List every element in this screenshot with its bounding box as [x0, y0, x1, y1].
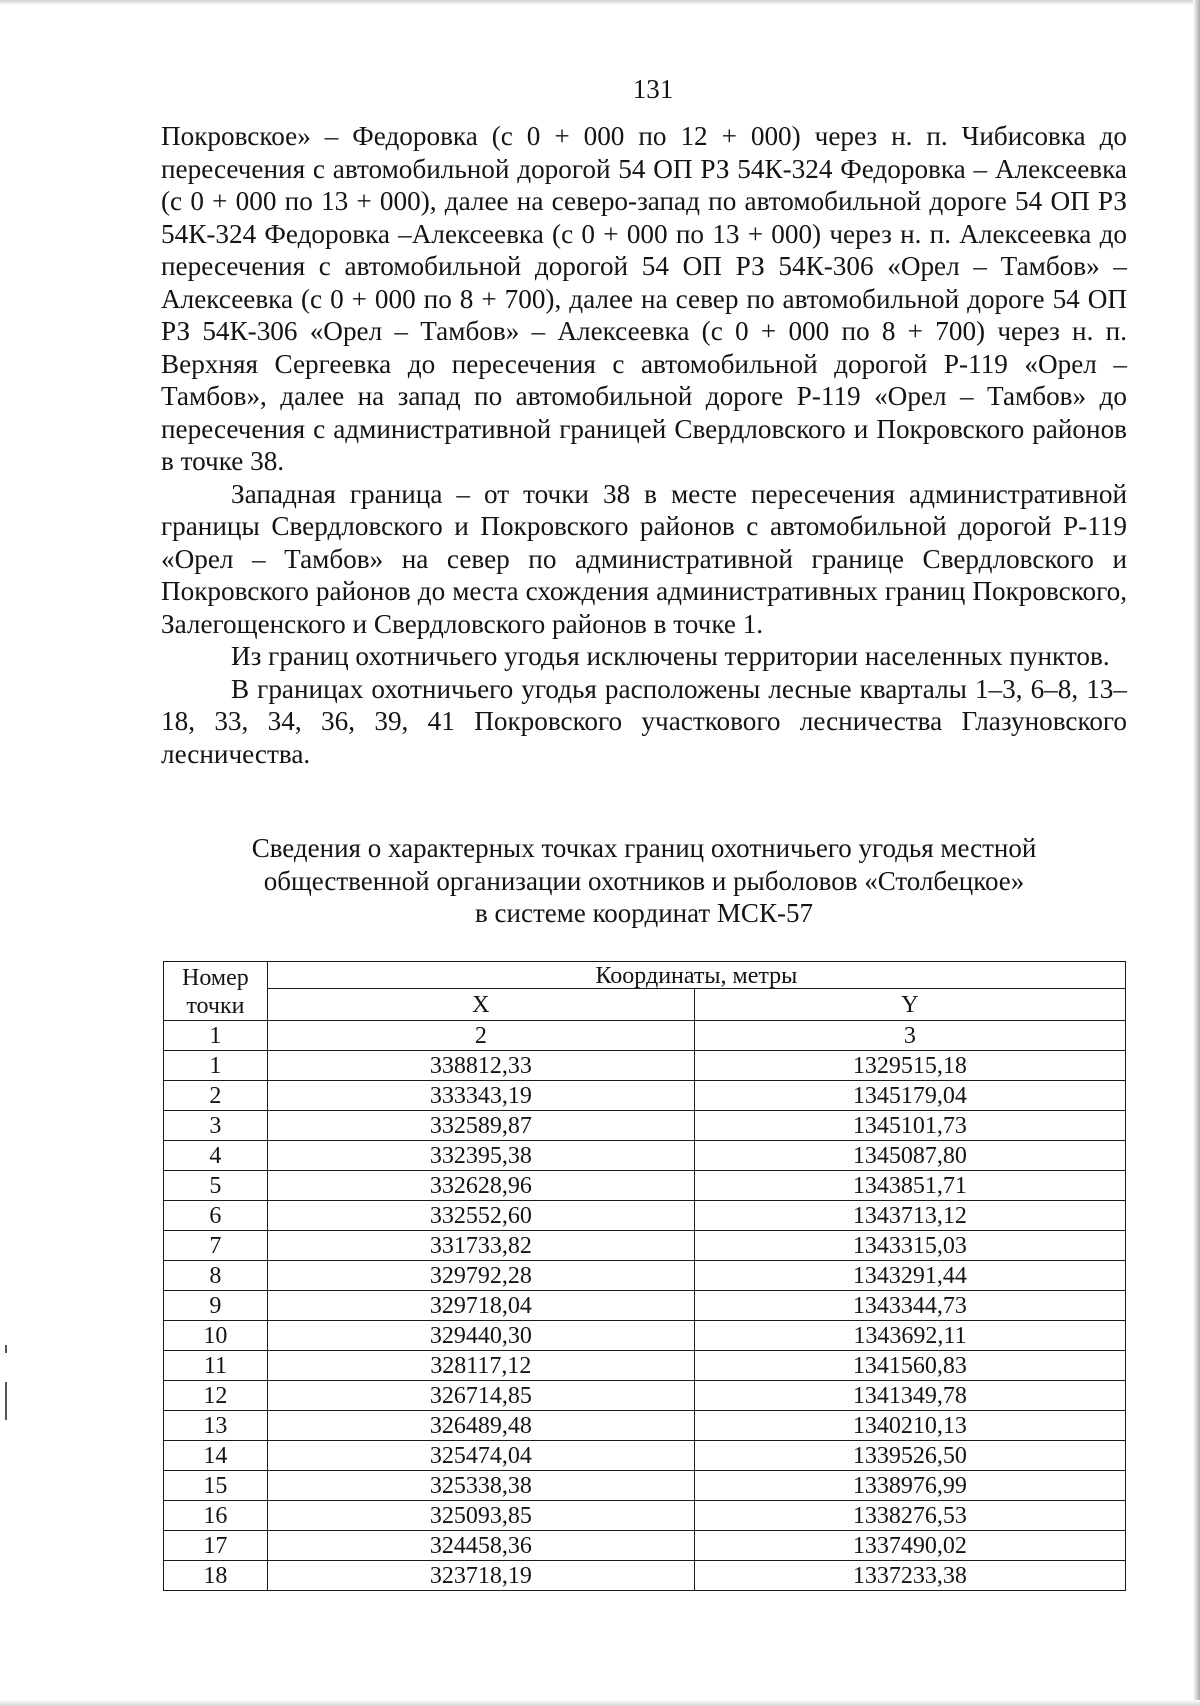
y-coordinate-cell: 1343315,03 — [694, 1231, 1125, 1261]
table-row — [164, 1141, 1126, 1171]
body-text — [161, 120, 1127, 770]
header-point-number-line-2: точки — [186, 993, 245, 1019]
table-title-line-2: общественной организации охотников и рыболовов «Столбецкое» — [263, 865, 1025, 896]
header-point-number-line-1: Номер — [182, 965, 249, 991]
point-number-cell: 15 — [164, 1471, 268, 1501]
table-row — [164, 1081, 1126, 1111]
point-number-cell: 8 — [164, 1261, 268, 1291]
table-title — [161, 832, 1127, 930]
y-coordinate-cell: 1329515,18 — [694, 1051, 1125, 1081]
table-row — [164, 1441, 1126, 1471]
x-coordinate-cell: 326714,85 — [267, 1381, 694, 1411]
y-coordinate-cell: 1343692,11 — [694, 1321, 1125, 1351]
column-index-3: 3 — [694, 1021, 1125, 1051]
x-coordinate-cell: 331733,82 — [267, 1231, 694, 1261]
x-coordinate-cell: 332589,87 — [267, 1111, 694, 1141]
paragraph-exclusions: Из границ охотничьего угодья исключены территории населенных пунктов. — [231, 641, 1110, 671]
y-coordinate-cell: 1338976,99 — [694, 1471, 1125, 1501]
x-coordinate-cell: 329718,04 — [267, 1291, 694, 1321]
point-number-cell: 18 — [164, 1561, 268, 1591]
table-row — [164, 1351, 1126, 1381]
table-row — [164, 1471, 1126, 1501]
point-number-cell: 17 — [164, 1531, 268, 1561]
point-number-cell: 7 — [164, 1231, 268, 1261]
y-coordinate-cell: 1338276,53 — [694, 1501, 1125, 1531]
header-coordinates: Координаты, метры — [267, 962, 1125, 989]
paragraph-forest-quarters: В границах охотничьего угодья расположены лесные кварталы 1–3, 6–8, 13–18, 33, 34, 36, 39, 41 Покровского участкового лесничества Глазуновского лесничества. — [161, 673, 1127, 769]
table-row — [164, 1321, 1126, 1351]
y-coordinate-cell: 1341560,83 — [694, 1351, 1125, 1381]
paragraph-boundary-continuation: Покровское» – Федоровка (с 0 + 000 по 12 + 000) через н. п. Чибисовка до пересечения с автомобильной дорогой 54 ОП РЗ 54К-324 Федоровка – Алексеевка (с 0 + 000 по 13 + 000), далее на северо-запад по автомобильной дороге 54 ОП РЗ 54К-324 Федоровка –Алексеевка (с 0 + 000 по 13 + 000) через н. п. Алексеевка до пересечения с автомобильной дорогой 54 ОП РЗ 54К-306 «Орел – Тамбов» – Алексеевка (с 0 + 000 по 8 + 700), далее на север по автомобильной дороге 54 ОП РЗ 54К-306 «Орел – Тамбов» – Алексеевка (с 0 + 000 по 8 + 700) через н. п. Верхняя Сергеевка до пересечения с автомобильной дорогой Р-119 «Орел – Тамбов», далее на запад по автомобильной дороге Р-119 «Орел – Тамбов» до пересечения с административной границей Свердловского и Покровского районов в точке 38. — [161, 121, 1127, 476]
y-coordinate-cell: 1337233,38 — [694, 1561, 1125, 1591]
table-row — [164, 1261, 1126, 1291]
point-number-cell: 4 — [164, 1141, 268, 1171]
coordinates-table — [163, 961, 1126, 1591]
table-row — [164, 1501, 1126, 1531]
point-number-cell: 16 — [164, 1501, 268, 1531]
y-coordinate-cell: 1337490,02 — [694, 1531, 1125, 1561]
x-coordinate-cell: 325474,04 — [267, 1441, 694, 1471]
scan-speck — [5, 1382, 7, 1420]
y-coordinate-cell: 1343291,44 — [694, 1261, 1125, 1291]
table-row — [164, 1411, 1126, 1441]
table-row — [164, 1111, 1126, 1141]
point-number-cell: 10 — [164, 1321, 268, 1351]
table-row — [164, 1201, 1126, 1231]
scan-top-edge — [0, 0, 1200, 5]
table-title-line-1: Сведения о характерных точках границ охотничьего угодья местной — [251, 833, 1037, 863]
table-row — [164, 1171, 1126, 1201]
x-coordinate-cell: 332395,38 — [267, 1141, 694, 1171]
point-number-cell: 5 — [164, 1171, 268, 1201]
point-number-cell: 3 — [164, 1111, 268, 1141]
table-column-index-row — [164, 1021, 1126, 1051]
y-coordinate-cell: 1343344,73 — [694, 1291, 1125, 1321]
table-row — [164, 1051, 1126, 1081]
table-subheader-row — [164, 989, 1126, 1021]
table-row — [164, 1561, 1126, 1591]
header-point-number — [164, 962, 268, 1021]
y-coordinate-cell: 1343851,71 — [694, 1171, 1125, 1201]
table-row — [164, 1531, 1126, 1561]
x-coordinate-cell: 329792,28 — [267, 1261, 694, 1291]
table-title-line-3: в системе координат МСК-57 — [475, 898, 813, 928]
y-coordinate-cell: 1343713,12 — [694, 1201, 1125, 1231]
header-x: X — [267, 989, 694, 1021]
point-number-cell: 9 — [164, 1291, 268, 1321]
y-coordinate-cell: 1339526,50 — [694, 1441, 1125, 1471]
column-index-2: 2 — [267, 1021, 694, 1051]
point-number-cell: 11 — [164, 1351, 268, 1381]
y-coordinate-cell: 1340210,13 — [694, 1411, 1125, 1441]
x-coordinate-cell: 325338,38 — [267, 1471, 694, 1501]
scan-right-edge — [1193, 0, 1200, 1706]
point-number-cell: 12 — [164, 1381, 268, 1411]
x-coordinate-cell: 338812,33 — [267, 1051, 694, 1081]
x-coordinate-cell: 323718,19 — [267, 1561, 694, 1591]
table-row — [164, 1381, 1126, 1411]
header-y: Y — [694, 989, 1125, 1021]
table-header-row — [164, 962, 1126, 989]
x-coordinate-cell: 324458,36 — [267, 1531, 694, 1561]
x-coordinate-cell: 325093,85 — [267, 1501, 694, 1531]
y-coordinate-cell: 1345179,04 — [694, 1081, 1125, 1111]
x-coordinate-cell: 328117,12 — [267, 1351, 694, 1381]
table-row — [164, 1291, 1126, 1321]
x-coordinate-cell: 326489,48 — [267, 1411, 694, 1441]
table-row — [164, 1231, 1126, 1261]
scan-speck — [5, 1345, 7, 1353]
x-coordinate-cell: 332628,96 — [267, 1171, 694, 1201]
x-coordinate-cell: 333343,19 — [267, 1081, 694, 1111]
scan-bottom-edge — [0, 1700, 1200, 1706]
page-number: 131 — [632, 74, 674, 104]
point-number-cell: 6 — [164, 1201, 268, 1231]
point-number-cell: 1 — [164, 1051, 268, 1081]
x-coordinate-cell: 329440,30 — [267, 1321, 694, 1351]
point-number-cell: 13 — [164, 1411, 268, 1441]
column-index-1: 1 — [164, 1021, 268, 1051]
paragraph-western-boundary: Западная граница – от точки 38 в месте пересечения административной границы Свердловского и Покровского районов с автомобильной дорогой Р-119 «Орел – Тамбов» на север по административной границе Свердловского и Покровского районов до места схождения административных границ Покровского, Залегощенского и Свердловского районов в точке 1. — [161, 478, 1127, 639]
y-coordinate-cell: 1345087,80 — [694, 1141, 1125, 1171]
y-coordinate-cell: 1341349,78 — [694, 1381, 1125, 1411]
point-number-cell: 2 — [164, 1081, 268, 1111]
x-coordinate-cell: 332552,60 — [267, 1201, 694, 1231]
y-coordinate-cell: 1345101,73 — [694, 1111, 1125, 1141]
point-number-cell: 14 — [164, 1441, 268, 1471]
